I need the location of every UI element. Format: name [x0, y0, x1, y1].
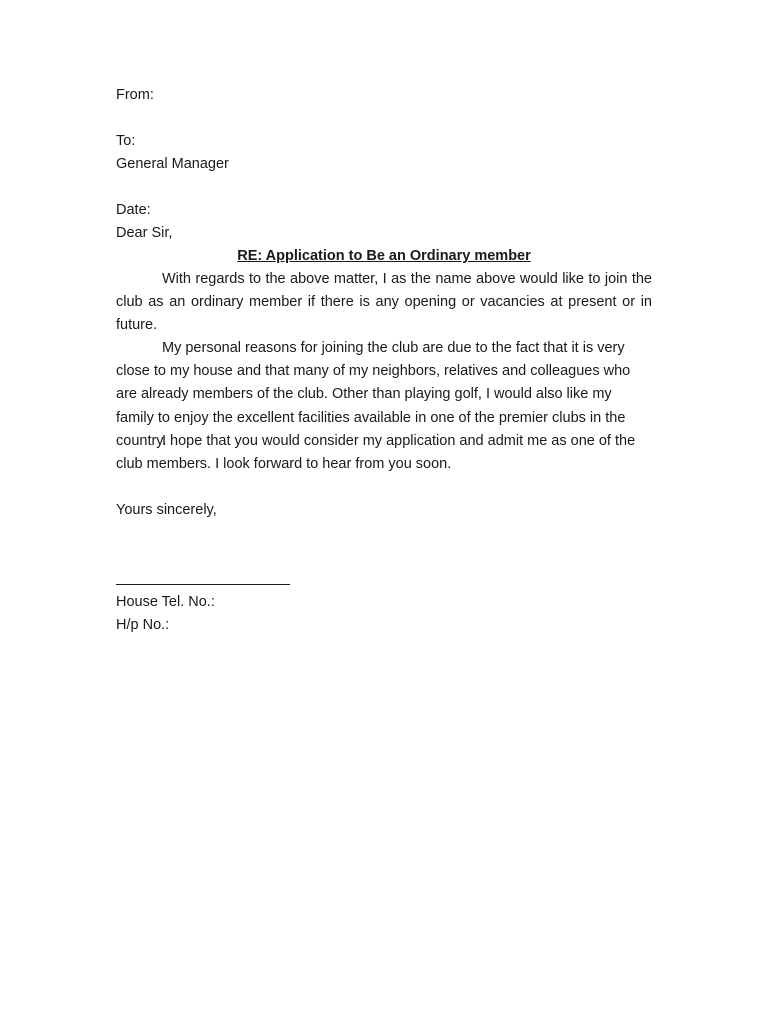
subject-heading: RE: Application to Be an Ordinary member [237, 248, 531, 264]
body-paragraph-3: I hope that you would consider my application and admit me as one of the club members. I look forward to hear from you soon. [116, 433, 636, 473]
from-label: From: [116, 87, 154, 103]
date-label: Date: [116, 202, 151, 218]
recipient-title: General Manager [116, 156, 229, 172]
closing: Yours sincerely, [116, 502, 217, 518]
body-paragraph-2: My personal reasons for joining the club are due to the fact that it is very close to my house and that many of my neighbors, relatives and colleagues who are already members of the club. Other than playing golf, I would also like my family to enjoy the excellent facilities available in one of the premier clubs in the country. [116, 340, 631, 449]
hp-label: H/p No.: [116, 617, 170, 633]
signature-line [116, 584, 290, 585]
body-paragraph-1: With regards to the above matter, I as the name above would like to join the club as an ordinary member if there is any opening or vacancies at present or in future. [116, 271, 652, 334]
to-label: To: [116, 133, 136, 149]
house-tel-label: House Tel. No.: [116, 594, 215, 610]
salutation: Dear Sir, [116, 225, 173, 241]
